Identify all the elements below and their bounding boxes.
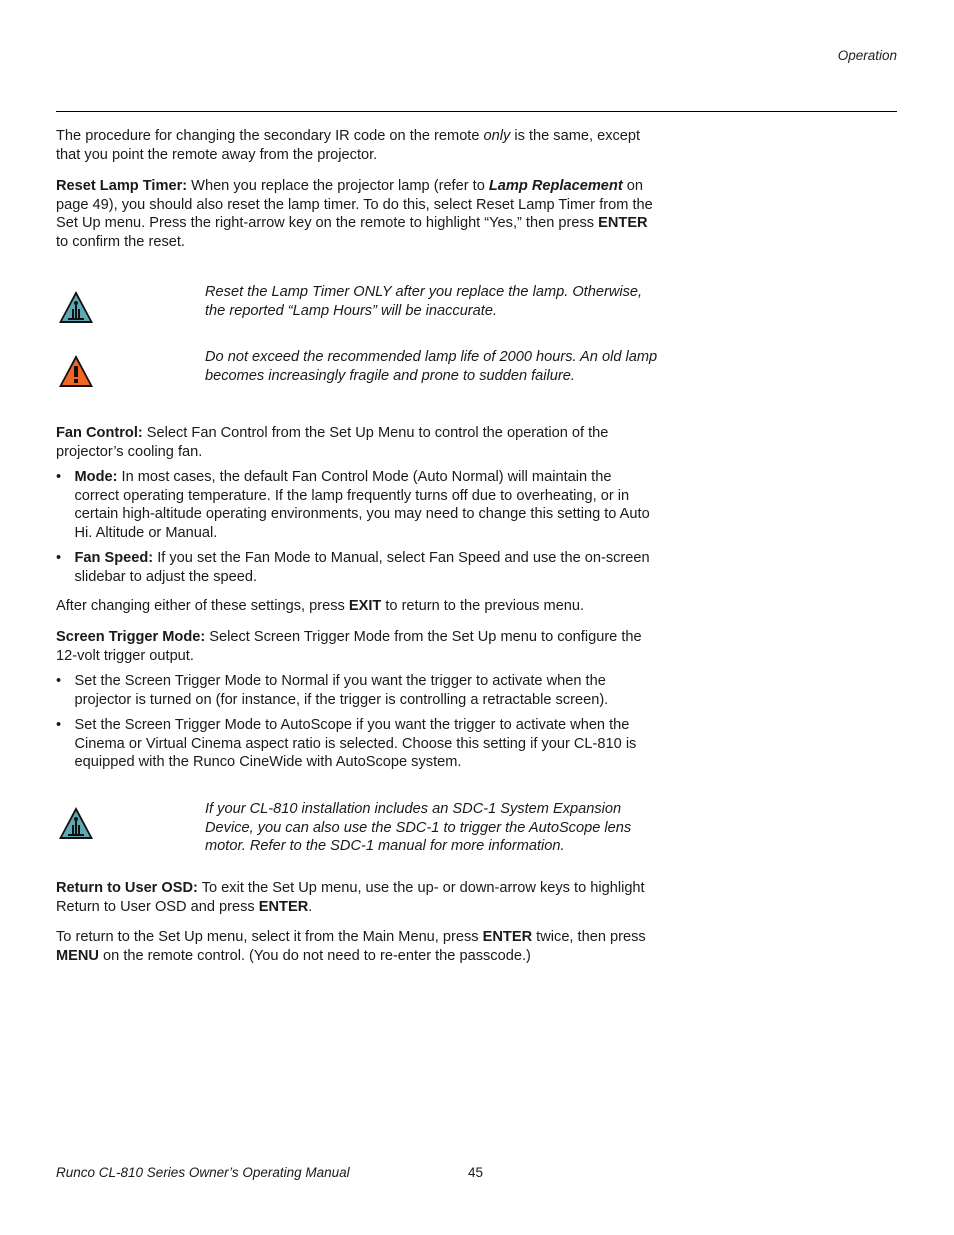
return-osd-text: To exit the Set Up menu, use the up- or down-arrow keys to highlight Return to User OSD and press xyxy=(56,880,645,915)
list-item xyxy=(56,468,656,543)
intro-emphasis: only xyxy=(483,128,511,144)
fan-speed-label: Fan Speed: xyxy=(74,550,154,566)
trigger-normal-text: Set the Screen Trigger Mode to Normal if you want the trigger to activate when the projector is turned on (for instance, if the trigger is controlling a retractable screen). xyxy=(74,673,609,708)
page-number: 45 xyxy=(468,1165,484,1180)
note-lamp-timer: Reset the Lamp Timer ONLY after you replace the lamp. Otherwise, the reported “Lamp Hours” will be inaccurate. xyxy=(205,284,643,319)
after-fan-text: After changing either of these settings, press xyxy=(56,598,349,614)
return-setup-text: twice, then press xyxy=(532,929,646,945)
intro-text: The procedure for changing the secondary IR code on the remote xyxy=(56,128,484,144)
list-item xyxy=(56,672,656,709)
fan-control-paragraph xyxy=(56,424,656,461)
bullet-icon: • xyxy=(56,717,62,733)
trigger-autoscope-text: Set the Screen Trigger Mode to AutoScope if you want the trigger to activate when the Cinema or Virtual Cinema aspect ratio is selected. Choose this setting if your CL-810 is equipped with the Runco CineWide with AutoScope system. xyxy=(74,717,637,771)
warning-lamp-life: Do not exceed the recommended lamp life of 2000 hours. An old lamp becomes increasingly fragile and prone to sudden failure. xyxy=(205,349,658,384)
screen-trigger-paragraph xyxy=(56,628,656,665)
after-fan-paragraph xyxy=(56,597,656,616)
fan-control-heading: Fan Control: xyxy=(56,425,143,441)
enter-key-label: ENTER xyxy=(482,929,533,945)
bullet-icon: • xyxy=(56,469,62,485)
return-osd-text: . xyxy=(308,898,313,915)
screen-trigger-heading: Screen Trigger Mode: xyxy=(56,629,206,645)
reset-lamp-paragraph xyxy=(56,177,656,252)
bullet-icon: • xyxy=(56,550,62,566)
after-fan-text: to return to the previous menu. xyxy=(381,598,585,614)
bullet-icon: • xyxy=(56,673,62,689)
note-sdc1: If your CL-810 installation includes an SDC-1 System Expansion Device, you can also use the SDC-1 to trigger the AutoScope lens motor. Refer to the SDC-1 manual for more information. xyxy=(205,801,632,855)
fan-speed-text: If you set the Fan Mode to Manual, select Fan Speed and use the on-screen slidebar to adjust the speed. xyxy=(74,550,650,585)
intro-text: is the same, except that you point the remote away from the projector. xyxy=(56,128,641,163)
return-setup-paragraph xyxy=(56,928,656,965)
exit-key-label: EXIT xyxy=(348,598,382,614)
list-item xyxy=(56,549,656,586)
page-header-section: Operation xyxy=(837,48,897,63)
reset-lamp-text: to confirm the reset. xyxy=(56,234,185,251)
header-rule xyxy=(56,111,897,112)
note-icon xyxy=(57,805,95,841)
reset-lamp-heading: Reset Lamp Timer: xyxy=(56,178,188,194)
return-osd-heading: Return to User OSD: xyxy=(56,880,198,896)
menu-key-label: MENU xyxy=(56,947,99,964)
warning-icon xyxy=(57,353,95,389)
intro-paragraph xyxy=(56,127,656,164)
return-setup-text: To return to the Set Up menu, select it from the Main Menu, press xyxy=(56,929,483,945)
reset-lamp-text: When you replace the projector lamp (refer to xyxy=(187,178,489,194)
reset-lamp-text: on page 49), you should also reset the lamp timer. To do this, select Reset Lamp Timer from the Set Up menu. Press the right-arrow key on the remote to highlight “Yes,” then press xyxy=(56,178,653,232)
return-osd-paragraph xyxy=(56,879,656,916)
screen-trigger-text: Select Screen Trigger Mode from the Set Up menu to configure the 12-volt trigger output. xyxy=(56,629,642,664)
enter-key-label: ENTER xyxy=(598,215,648,232)
lamp-replacement-reference: Lamp Replacement xyxy=(488,178,623,194)
fan-control-text: Select Fan Control from the Set Up Menu to control the operation of the projector’s cooling fan. xyxy=(56,425,609,460)
footer-manual-title: Runco CL-810 Series Owner’s Operating Manual xyxy=(56,1165,350,1180)
mode-label: Mode: xyxy=(74,469,118,485)
mode-text: In most cases, the default Fan Control Mode (Auto Normal) will maintain the correct operating temperature. If the lamp frequently turns off due to overheating, or in certain high-altitude operating environments, you may need to change this setting to Auto Hi. Altitude or Manual. xyxy=(74,469,650,542)
note-icon xyxy=(57,289,95,325)
list-item xyxy=(56,716,656,772)
enter-key-label: ENTER xyxy=(258,898,309,915)
return-setup-text: on the remote control. (You do not need to re-enter the passcode.) xyxy=(98,947,531,964)
